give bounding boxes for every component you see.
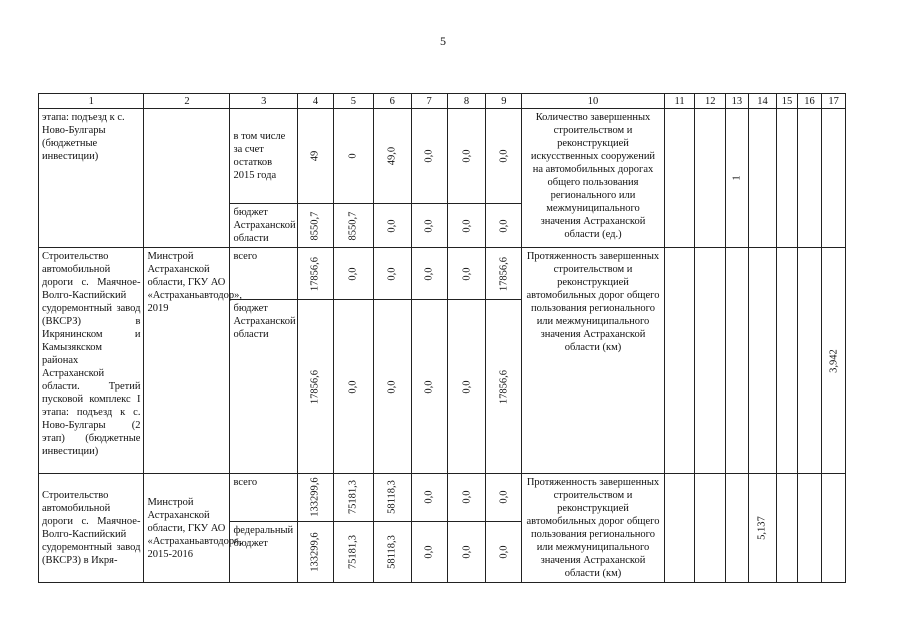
- indicator-cell: [664, 248, 695, 474]
- value-cell: 0,0: [447, 300, 486, 474]
- value-cell: 0,0: [447, 109, 486, 204]
- object-name: Строительство автомобильной дороги с. Маячное-Волго-Каспийский судоремонтный завод (ВКСРЗ) в Икря-: [39, 474, 144, 583]
- col-num-3: 3: [230, 94, 298, 109]
- col-num-13: 13: [726, 94, 749, 109]
- indicator-cell: [726, 248, 749, 474]
- page-number: 5: [440, 34, 446, 48]
- value-cell: 0,0: [447, 204, 486, 248]
- value-cell: 17856,6: [298, 300, 334, 474]
- indicator-cell: [822, 474, 846, 583]
- column-number-row: [39, 94, 846, 109]
- indicator-value: 3,942: [822, 248, 846, 474]
- value-cell: 0,0: [411, 300, 447, 474]
- col-num-2: 2: [144, 94, 230, 109]
- col-num-12: 12: [695, 94, 726, 109]
- col-num-17: 17: [822, 94, 846, 109]
- value-cell: 0,0: [411, 204, 447, 248]
- value-cell: 0,0: [411, 521, 447, 582]
- value-cell: 0,0: [411, 248, 447, 300]
- executor-cell: [144, 109, 230, 248]
- executor: Минстрой Астраханской области, ГКУ АО «Астраханьавтодор», 2019: [144, 248, 230, 474]
- funding-source: федеральный бюджет: [230, 521, 298, 582]
- program-table: [38, 93, 846, 583]
- col-num-1: 1: [39, 94, 144, 109]
- col-num-14: 14: [748, 94, 777, 109]
- object-name: этапа: подъезд к с. Ново-Булгары (бюджетные инвестиции): [39, 109, 144, 248]
- funding-source: бюджет Астраханской области: [230, 300, 298, 474]
- value-cell: 0,0: [373, 248, 411, 300]
- value-cell: 17856,6: [486, 300, 522, 474]
- object-name: Строительство автомобильной дороги с. Маячное-Волго-Каспийский судоремонтный завод (ВКСРЗ) в Икрянинском и Камызякском районах Астраханской области. Третий пусковой комплекс I этапа: подъезд к с. Ново-Булгары (2 этап) (бюджетные инвестиции): [39, 248, 144, 474]
- funding-source: в том числе за счет остатков 2015 года: [230, 109, 298, 204]
- value-cell: 133299,6: [298, 521, 334, 582]
- value-cell: 0,0: [447, 474, 486, 522]
- value-cell: 0,0: [486, 521, 522, 582]
- indicator-cell: [695, 248, 726, 474]
- col-num-6: 6: [373, 94, 411, 109]
- indicator-cell: [748, 248, 777, 474]
- col-num-7: 7: [411, 94, 447, 109]
- value-cell: 8550,7: [333, 204, 373, 248]
- col-num-9: 9: [486, 94, 522, 109]
- indicator-value: 5,137: [748, 474, 777, 583]
- funding-source: бюджет Астраханской области: [230, 204, 298, 248]
- value-cell: 58118,3: [373, 474, 411, 522]
- table-row: [39, 109, 846, 204]
- funding-source: всего: [230, 248, 298, 300]
- indicator-description: Протяженность завершенных строительством и реконструкцией автомобильных дорог общего пользования регионального или межмуниципального значения Астраханской области (км): [522, 248, 664, 474]
- indicator-description: Протяженность завершенных строительством и реконструкцией автомобильных дорог общего пользования регионального или межмуниципального значения Астраханской области (км): [522, 474, 664, 583]
- value-cell: 49,0: [373, 109, 411, 204]
- value-cell: 17856,6: [486, 248, 522, 300]
- value-cell: 0,0: [411, 474, 447, 522]
- value-cell: 0,0: [333, 300, 373, 474]
- executor: Минстрой Астраханской области, ГКУ АО «Астраханьавтодор», 2015-2016: [144, 474, 230, 583]
- indicator-cell: [664, 109, 695, 248]
- value-cell: 0,0: [373, 300, 411, 474]
- funding-source: всего: [230, 474, 298, 522]
- value-cell: 0,0: [447, 248, 486, 300]
- indicator-cell: [822, 109, 846, 248]
- col-num-10: 10: [522, 94, 664, 109]
- value-cell: 58118,3: [373, 521, 411, 582]
- indicator-cell: [748, 109, 777, 248]
- col-num-15: 15: [777, 94, 797, 109]
- col-num-8: 8: [447, 94, 486, 109]
- indicator-cell: [726, 474, 749, 583]
- table-row: [39, 248, 846, 300]
- indicator-cell: [777, 109, 797, 248]
- indicator-cell: [777, 474, 797, 583]
- indicator-value: 1: [726, 109, 749, 248]
- indicator-cell: [797, 474, 822, 583]
- col-num-5: 5: [333, 94, 373, 109]
- value-cell: 0,0: [486, 204, 522, 248]
- value-cell: 75181,3: [333, 474, 373, 522]
- value-cell: 0: [333, 109, 373, 204]
- value-cell: 0,0: [333, 248, 373, 300]
- table-row: [39, 474, 846, 522]
- value-cell: 0,0: [411, 109, 447, 204]
- value-cell: 0,0: [486, 474, 522, 522]
- col-num-16: 16: [797, 94, 822, 109]
- indicator-description: Количество завершенных строительством и реконструкцией искусственных сооружений на автомобильных дорогах общего пользования регионального или межмуниципального значения Астраханской области (ед.): [522, 109, 664, 248]
- value-cell: 0,0: [447, 521, 486, 582]
- indicator-cell: [777, 248, 797, 474]
- indicator-cell: [695, 109, 726, 248]
- indicator-cell: [797, 109, 822, 248]
- value-cell: 75181,3: [333, 521, 373, 582]
- indicator-cell: [695, 474, 726, 583]
- indicator-cell: [797, 248, 822, 474]
- indicator-cell: [664, 474, 695, 583]
- col-num-11: 11: [664, 94, 695, 109]
- value-cell: 17856,6: [298, 248, 334, 300]
- value-cell: 0,0: [373, 204, 411, 248]
- value-cell: 8550,7: [298, 204, 334, 248]
- value-cell: 49: [298, 109, 334, 204]
- value-cell: 0,0: [486, 109, 522, 204]
- col-num-4: 4: [298, 94, 334, 109]
- value-cell: 133299,6: [298, 474, 334, 522]
